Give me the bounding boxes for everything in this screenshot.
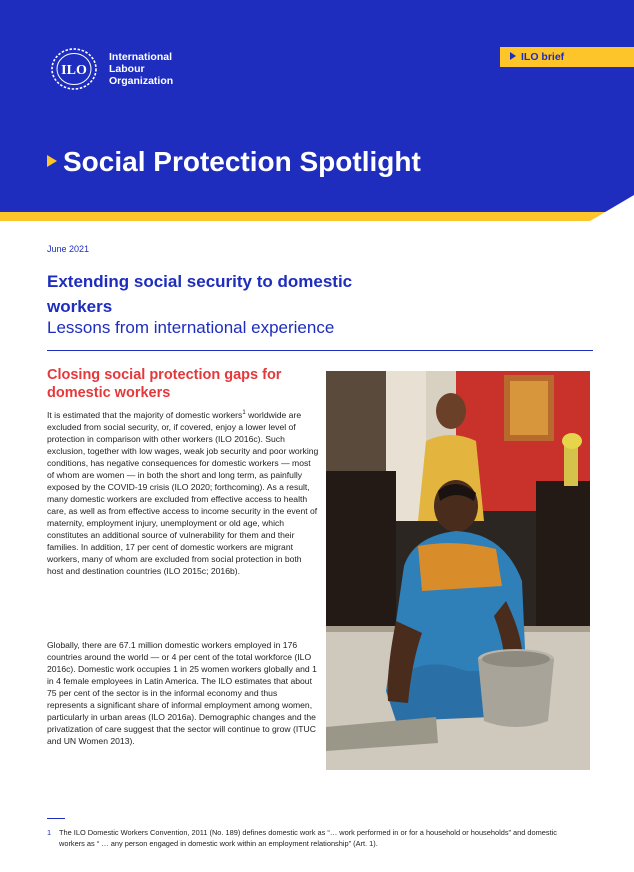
logo-text: ILO	[61, 63, 87, 78]
brief-title: Extending social security to domestic workers	[47, 272, 353, 316]
section-heading: Closing social protection gaps for domestic workers	[47, 367, 282, 401]
org-line: International	[109, 51, 173, 63]
org-line: Organization	[109, 75, 174, 87]
series-title-text: Social Protection Spotlight	[63, 146, 421, 177]
domestic-worker-photo	[326, 371, 590, 770]
org-line: Labour	[109, 63, 145, 75]
footnote	[47, 827, 593, 849]
title-divider	[47, 350, 593, 351]
paragraph-text: It is estimated that the majority of domestic workers	[47, 410, 243, 420]
triangle-right-icon	[510, 52, 516, 60]
brief-tag-label: ILO brief	[521, 51, 565, 63]
header-stripe	[0, 212, 634, 221]
ilo-brief-tag	[500, 47, 634, 67]
series-title	[47, 146, 421, 178]
footnote-marker: 1	[47, 828, 52, 837]
organization-name	[109, 51, 173, 87]
triangle-right-icon	[47, 155, 57, 167]
footnote-ref: 1	[242, 410, 246, 417]
body-paragraph	[47, 409, 319, 577]
ilo-logo-icon	[47, 46, 101, 92]
footnote-text: The ILO Domestic Workers Convention, 2011 (No. 189) defines domestic work as “… work performed in or for a household or households” and domestic workers as “ … any person engaged in domestic work within an employment relationship” (Art. 1).	[59, 828, 558, 848]
publication-date: June 2021	[47, 244, 90, 254]
stripe-corner-cut	[590, 195, 634, 221]
footnote-divider	[47, 818, 65, 819]
paragraph-text: worldwide are excluded from social security, or, if covered, enjoy a lower level of protection in comparison with other workers (ILO 2016c). Such exclusion, together with low wages, weak job security and poor working conditions, has negative consequences for domestic workers — most of whom are women — in both the short and long term, as painfully exposed by the COVID-19 crisis (ILO 2020; forthcoming). As a result, many domestic workers are excluded from effective access to health care, as well as from effective access to income security in the event of maternity, employment injury, unemployment or old age, which constitutes an additional source of vulnerability for them and their families. In addition, 17 per cent of domestic workers are migrant workers, many of whom are excluded from social protection in both host and destination countries (ILO 2015c; 2016b).	[47, 410, 319, 576]
brief-subtitle: Lessons from international experience	[47, 318, 335, 337]
header-banner	[0, 0, 634, 212]
body-paragraph: Globally, there are 67.1 million domestic workers employed in 176 countries around the world — or 4 per cent of the total workforce (ILO 2016c). Domestic work occupies 1 in 25 women workers globally and 1 in 4 female employees in Latin America. The ILO estimates that about 75 per cent of the sector is in the informal economy and thus represents a significant share of informal employment among women, particularly in urban areas (ILO 2016a). Demographic changes and the privatization of care suggest that the sector will continue to grow (ITUC and UN Women 2013).	[47, 640, 317, 746]
